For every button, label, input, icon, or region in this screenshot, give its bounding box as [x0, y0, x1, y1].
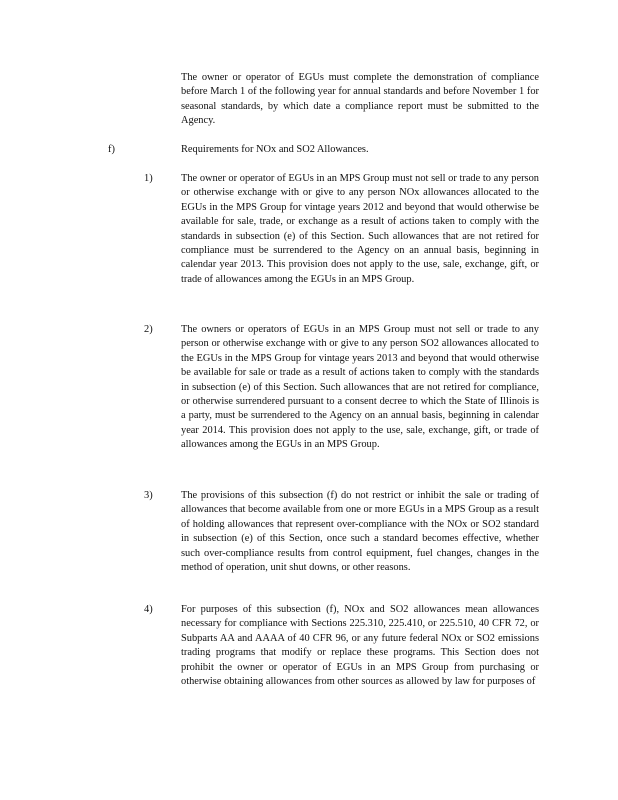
section-f-label: f): [108, 144, 115, 155]
item-4-text: For purposes of this subsection (f), NOx and SO2 allowances mean allowances necessary for compliance with Sections 225.310, 225.410, or 225.510, 40 CFR 72, or Subparts AA and AAAA of 40 CFR 96, or any future federal NOx or SO2 emissions trading programs that modify or replace these programs. This Section does not prohibit the owner or operator of EGUs in an MPS Group from purchasing or otherwise obtaining allowances from other sources as allowed by law for purposes of: [181, 604, 539, 688]
item-2-paragraph: [181, 323, 539, 453]
intro-paragraph: [181, 71, 539, 129]
item-1-text: The owner or operator of EGUs in an MPS Group must not sell or trade to any person or otherwise exchange with or give to any person NOx allowances allocated to the EGUs in the MPS Group for vintage years 2012 and beyond that would otherwise be available for sale, trade, or exchange as a result of actions taken to comply with the standards in subsection (e) of this Section. Such allowances that are not retired for compliance must be surrendered to the Agency on an annual basis, beginning in calendar year 2013. This provision does not apply to the use, sale, exchange, gift, or trade of allowances among the EGUs in an MPS Group.: [181, 173, 539, 285]
item-3-text: The provisions of this subsection (f) do not restrict or inhibit the sale or trading of allowances that become available from one or more EGUs in a MPS Group as a result of holding allowances that represent over-compliance with the NOx or SO2 standard in subsection (e) of this Section, once such a standard becomes effective, whether such over-compliance results from control equipment, fuel changes, changes in the method of operation, unit shut downs, or other reasons.: [181, 490, 539, 574]
section-f-heading: Requirements for NOx and SO2 Allowances.: [181, 144, 369, 155]
item-3-label: 3): [144, 490, 153, 501]
item-4-paragraph: [181, 603, 539, 689]
item-1-paragraph: [181, 172, 539, 287]
item-3-paragraph: [181, 489, 539, 575]
item-2-text: The owners or operators of EGUs in an MPS Group must not sell or trade to any person or otherwise exchange with or give to any person SO2 allowances allocated to the EGUs in the MPS Group for vintage years 2013 and beyond that would otherwise be available for sale or trade as a result of actions taken to comply with the standards in subsection (e) of this Section. Such allowances that are not retired for compliance, or otherwise surrendered pursuant to a consent decree to which the State of Illinois is a party, must be surrendered to the Agency on an annual basis, beginning in calendar year 2014. This provision does not apply to the use, sale, exchange, gift, or trade of allowances among the EGUs in an MPS Group.: [181, 324, 539, 451]
item-2-label: 2): [144, 324, 153, 335]
item-4-label: 4): [144, 604, 153, 615]
item-1-label: 1): [144, 173, 153, 184]
intro-paragraph-text: The owner or operator of EGUs must complete the demonstration of compliance before March 1 of the following year for annual standards and before November 1 for seasonal standards, by which date a compliance report must be submitted to the Agency.: [181, 72, 539, 127]
